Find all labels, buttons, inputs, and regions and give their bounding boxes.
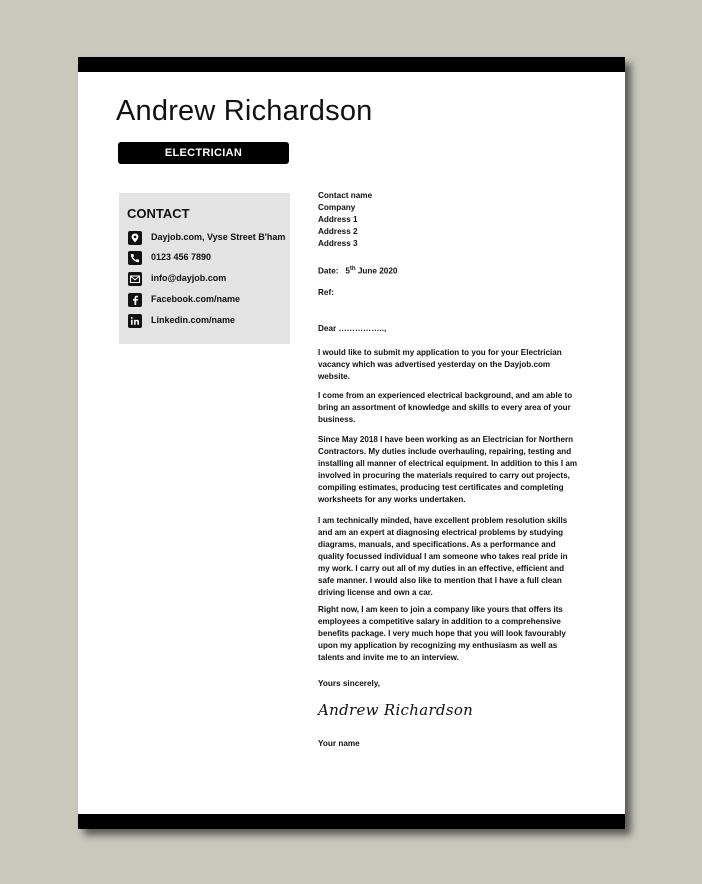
your-name-line bbox=[318, 738, 580, 750]
salutation-line bbox=[318, 323, 580, 335]
date-label: Date: bbox=[318, 266, 339, 276]
contact-linkedin[interactable]: Linkedin.com/name bbox=[151, 315, 236, 325]
bottom-black-bar bbox=[78, 814, 625, 829]
top-black-bar bbox=[78, 57, 625, 72]
ref-label: Ref: bbox=[318, 288, 334, 297]
closing-line bbox=[318, 678, 580, 690]
facebook-icon bbox=[128, 293, 142, 307]
closing: Yours sincerely, bbox=[318, 679, 381, 688]
contact-address-row bbox=[128, 231, 288, 245]
email-icon bbox=[128, 272, 142, 286]
date-line bbox=[318, 263, 580, 278]
recipient-block bbox=[318, 190, 580, 250]
contact-phone-row bbox=[128, 251, 288, 265]
contact-facebook[interactable]: Facebook.com/name bbox=[151, 294, 241, 304]
ref-line bbox=[318, 287, 580, 299]
recipient-company: Company bbox=[318, 203, 356, 212]
body-paragraph-2: I come from an experienced electrical background, and am able to bring an assortment of knowledge and skills to every area of your business. bbox=[318, 391, 573, 424]
recipient-address-2: Address 2 bbox=[318, 227, 358, 236]
date-suffix: th bbox=[349, 266, 356, 272]
contact-facebook-row bbox=[128, 293, 288, 307]
linkedin-icon bbox=[128, 314, 142, 328]
body-paragraph-4: I am technically minded, have excellent problem resolution skills and am an expert at diagnosing electrical problems by studying diagrams, manuals, and specifications. As a performance and quality focussed individual I am someone who takes real pride in my work. I carry out all of my duties in an effective, efficient and safe manner. I would also like to mention that I have a full clean driving license and own a car. bbox=[318, 516, 568, 597]
contact-email[interactable]: info@dayjob.com bbox=[151, 273, 227, 283]
applicant-name: Andrew Richardson bbox=[116, 95, 373, 127]
recipient-contact-name: Contact name bbox=[318, 191, 373, 200]
contact-phone: 0123 456 7890 bbox=[151, 252, 212, 262]
your-name: Your name bbox=[318, 739, 360, 748]
body-paragraph-3: Since May 2018 I have been working as an Electrician for Northern Contractors. My duties include overhauling, repairing, testing and installing all manner of electrical equipment. In addition to this I am involved in procuring the materials required to carry out projects, compiling estimates, producing test certificates and completing worksheets for any works undertaken. bbox=[318, 435, 578, 504]
date-day: 5 bbox=[345, 266, 350, 276]
contact-panel bbox=[119, 193, 290, 344]
body-paragraph-5: Right now, I am keen to join a company like yours that offers its employees a competitive salary in addition to a comprehensive benefits package. I very much hope that you will look favourably upon my application by recognizing my enthusiasm as well as talents and invite me to an interview. bbox=[318, 605, 566, 662]
phone-icon bbox=[128, 251, 142, 265]
handwritten-signature: Andrew Richardson bbox=[318, 701, 474, 719]
contact-address: Dayjob.com, Vyse Street B'ham bbox=[151, 232, 286, 242]
job-title-badge: ELECTRICIAN bbox=[118, 142, 289, 164]
contact-linkedin-row bbox=[128, 314, 288, 328]
date-rest: June 2020 bbox=[355, 266, 398, 276]
cover-letter-page bbox=[78, 57, 625, 829]
location-pin-icon bbox=[128, 231, 142, 245]
contact-heading: CONTACT bbox=[127, 206, 190, 221]
salutation: Dear …………….., bbox=[318, 324, 387, 333]
recipient-address-1: Address 1 bbox=[318, 215, 358, 224]
recipient-address-3: Address 3 bbox=[318, 239, 358, 248]
body-paragraph-1: I would like to submit my application to you for your Electrician vacancy which was advertised yesterday on the Dayjob.com website. bbox=[318, 348, 562, 381]
contact-email-row bbox=[128, 272, 288, 286]
